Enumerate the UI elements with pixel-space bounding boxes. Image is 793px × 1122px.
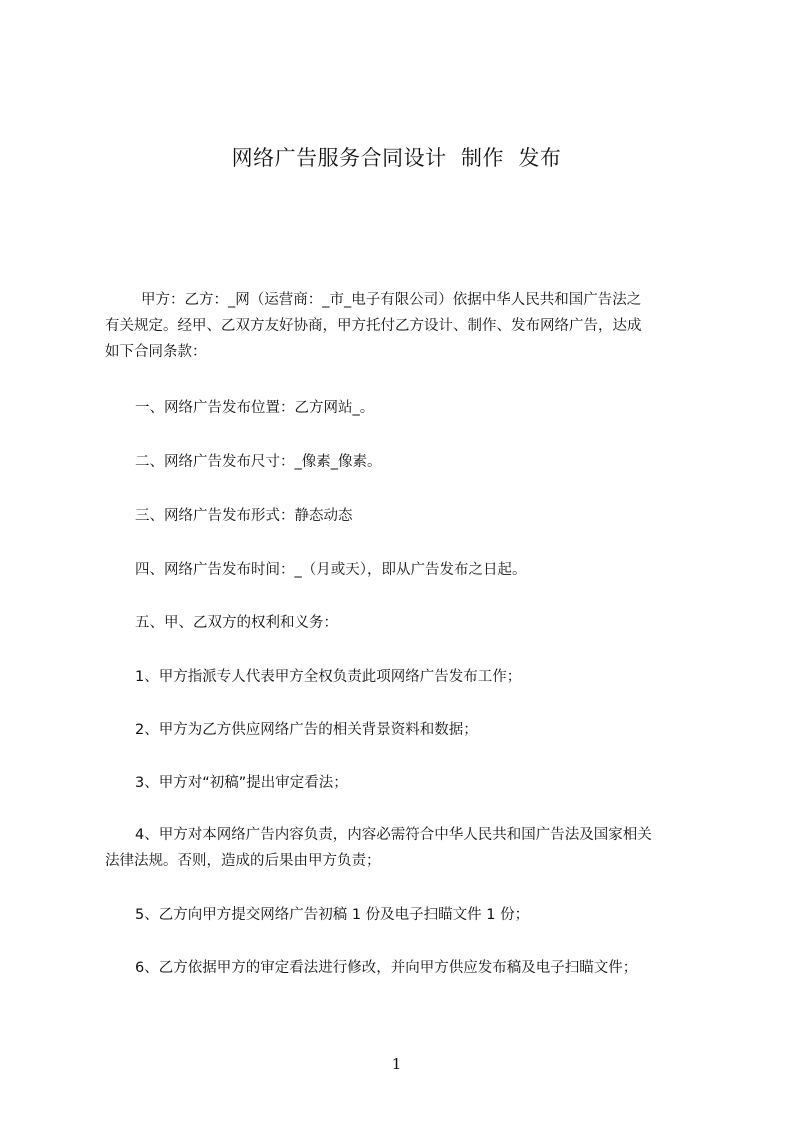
intro-paragraph: [105, 287, 705, 365]
clause-size: 二、网络广告发布尺寸：_像素_像素。: [135, 454, 382, 470]
clause-item-4-line-1: 4、甲方对本网络广告内容负责，内容必需符合中华人民共和国广告法及国家相关: [135, 827, 652, 843]
clause-form: 三、网络广告发布形式：静态动态: [135, 508, 353, 524]
clause-location: 一、网络广告发布位置：乙方网站_。: [135, 400, 375, 416]
clause-time: 四、网络广告发布时间：_（月或天），即从广告发布之日起。: [135, 562, 527, 578]
intro-line-2: 有关规定。经甲、乙双方友好协商，甲方托付乙方设计、制作、发布网络广告，达成: [105, 318, 642, 334]
document-title: 网络广告服务合同设计 制作 发布: [231, 146, 562, 170]
clause-item-5: 5、乙方向甲方提交网络广告初稿 1 份及电子扫瞄文件 1 份；: [135, 907, 530, 923]
clause-item-3: 3、甲方对“初稿”提出审定看法；: [135, 775, 348, 791]
clause-rights-heading: 五、甲、乙双方的权利和义务：: [135, 615, 338, 631]
page-number: 1: [391, 1055, 402, 1073]
intro-line-3: 如下合同条款：: [105, 344, 207, 360]
clause-item-6: 6、乙方依据甲方的审定看法进行修改，并向甲方供应发布稿及电子扫瞄文件；: [135, 960, 638, 976]
clause-item-2: 2、甲方为乙方供应网络广告的相关背景资料和数据；: [135, 722, 478, 738]
clause-item-4-line-2: 法律法规。否则，造成的后果由甲方负责；: [105, 853, 381, 869]
clause-item-1: 1、甲方指派专人代表甲方全权负责此项网络广告发布工作；: [135, 669, 522, 685]
clause-item-4: [105, 822, 735, 874]
intro-line-1: 甲方：乙方：_网（运营商：_市_电子有限公司）依据中华人民共和国广告法之: [141, 292, 642, 308]
